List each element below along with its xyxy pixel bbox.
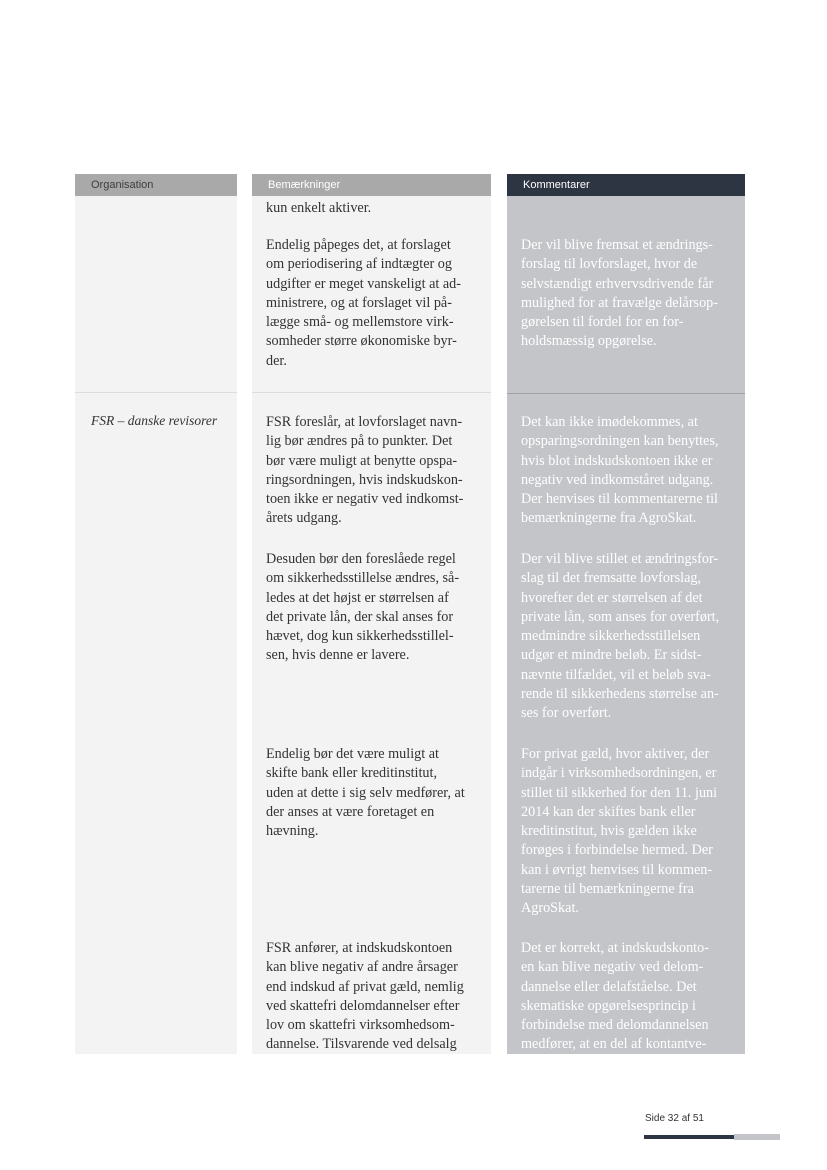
remark-text: Endelig bør det være muligt at skifte bank eller kreditinstitut, uden at dette i sig selv medfører, at der anses at være foretaget en hævning.	[266, 746, 465, 840]
header-kommentarer: Kommentarer	[507, 174, 745, 196]
remark-text: Endelig påpeges det, at forslaget om periodisering af indtægter og udgifter er meget vanskeligt at ad- ministrere, og at forslaget vil på- lægge små- og mellemstore virk- somheder større økonomiske byr- der.	[266, 237, 462, 369]
header-bemaerkninger: Bemærkninger	[252, 174, 491, 196]
row-divider	[507, 393, 745, 394]
remark-text: Desuden bør den foreslåede regel om sikkerhedsstillelse ændres, så- ledes at det højst er størrelsen af det private lån, der skal anses for hævet, dog kun sikkerhedsstillel- sen, hvis denne er lavere.	[266, 551, 460, 664]
row-divider	[252, 392, 491, 393]
comment-text: Der vil blive stillet et ændringsfor- slag til det fremsatte lovforslag, hvorefter det er størrelsen af det private lån, som anses for overført, medmindre sikkerhedsstillelsen udgør et mindre beløb. Er sidst- nævnte tilfældet, vil et beløb sva- rende til sikkerhedens størrelse an- ses for overført.	[521, 551, 720, 722]
organisation-name: FSR – danske revisorer	[91, 413, 218, 428]
remark-text: FSR foreslår, at lovforslaget navn- lig bør ændres på to punkter. Det bør være muligt at benytte opspa- ringsordningen, hvis indskudskon- toen ikke er negativ ved indkomst- årets udgang.	[266, 414, 464, 527]
comment-text: Der vil blive fremsat et ændrings- forslag til lovforslaget, hvor de selvstændigt erhvervsdrivende får mulighed for at fravælge delårsop- gørelsen til fordel for en for- holdsmæssig opgørelse.	[521, 237, 718, 350]
comment-text: Det kan ikke imødekommes, at opsparingsordningen kan benyttes, hvis blot indskudskontoen ikke er negativ ved indkomståret udgang. Der henvises til kommentarerne til bemærkningerne fra AgroSkat.	[521, 414, 719, 527]
page-number: Side 32 af 51	[645, 1113, 704, 1124]
remark-text: FSR anfører, at indskudskontoen kan blive negativ af andre årsager end indskud af privat gæld, nemlig ved skattefri delomdannelser efter lov om skattefri virksomhedsom- dannelse. Tilsvarende ved delsalg	[266, 940, 464, 1053]
comment-text: Det er korrekt, at indskudskonto- en kan blive negativ ved delom- dannelse eller delafståelse. Det skematiske opgørelsesprincip i forbindelse med delomdannelsen medfører, at en del af kontantve-	[521, 940, 709, 1053]
footer-bar-dark	[644, 1135, 734, 1139]
comment-text: For privat gæld, hvor aktiver, der indgår i virksomhedsordningen, er stillet til sikkerhed for den 11. juni 2014 kan der skiftes bank eller kreditinstitut, hvis gælden ikke forøges i forbindelse hermed. Der kan i øvrigt henvises til kommen- tarerne til bemærkningerne fra AgroSkat.	[521, 746, 718, 917]
footer-bar-light	[734, 1134, 780, 1140]
row-divider	[75, 392, 237, 393]
remark-text: kun enkelt aktiver.	[266, 200, 372, 216]
organisation-column	[75, 174, 237, 1054]
header-organisation: Organisation	[75, 174, 237, 196]
